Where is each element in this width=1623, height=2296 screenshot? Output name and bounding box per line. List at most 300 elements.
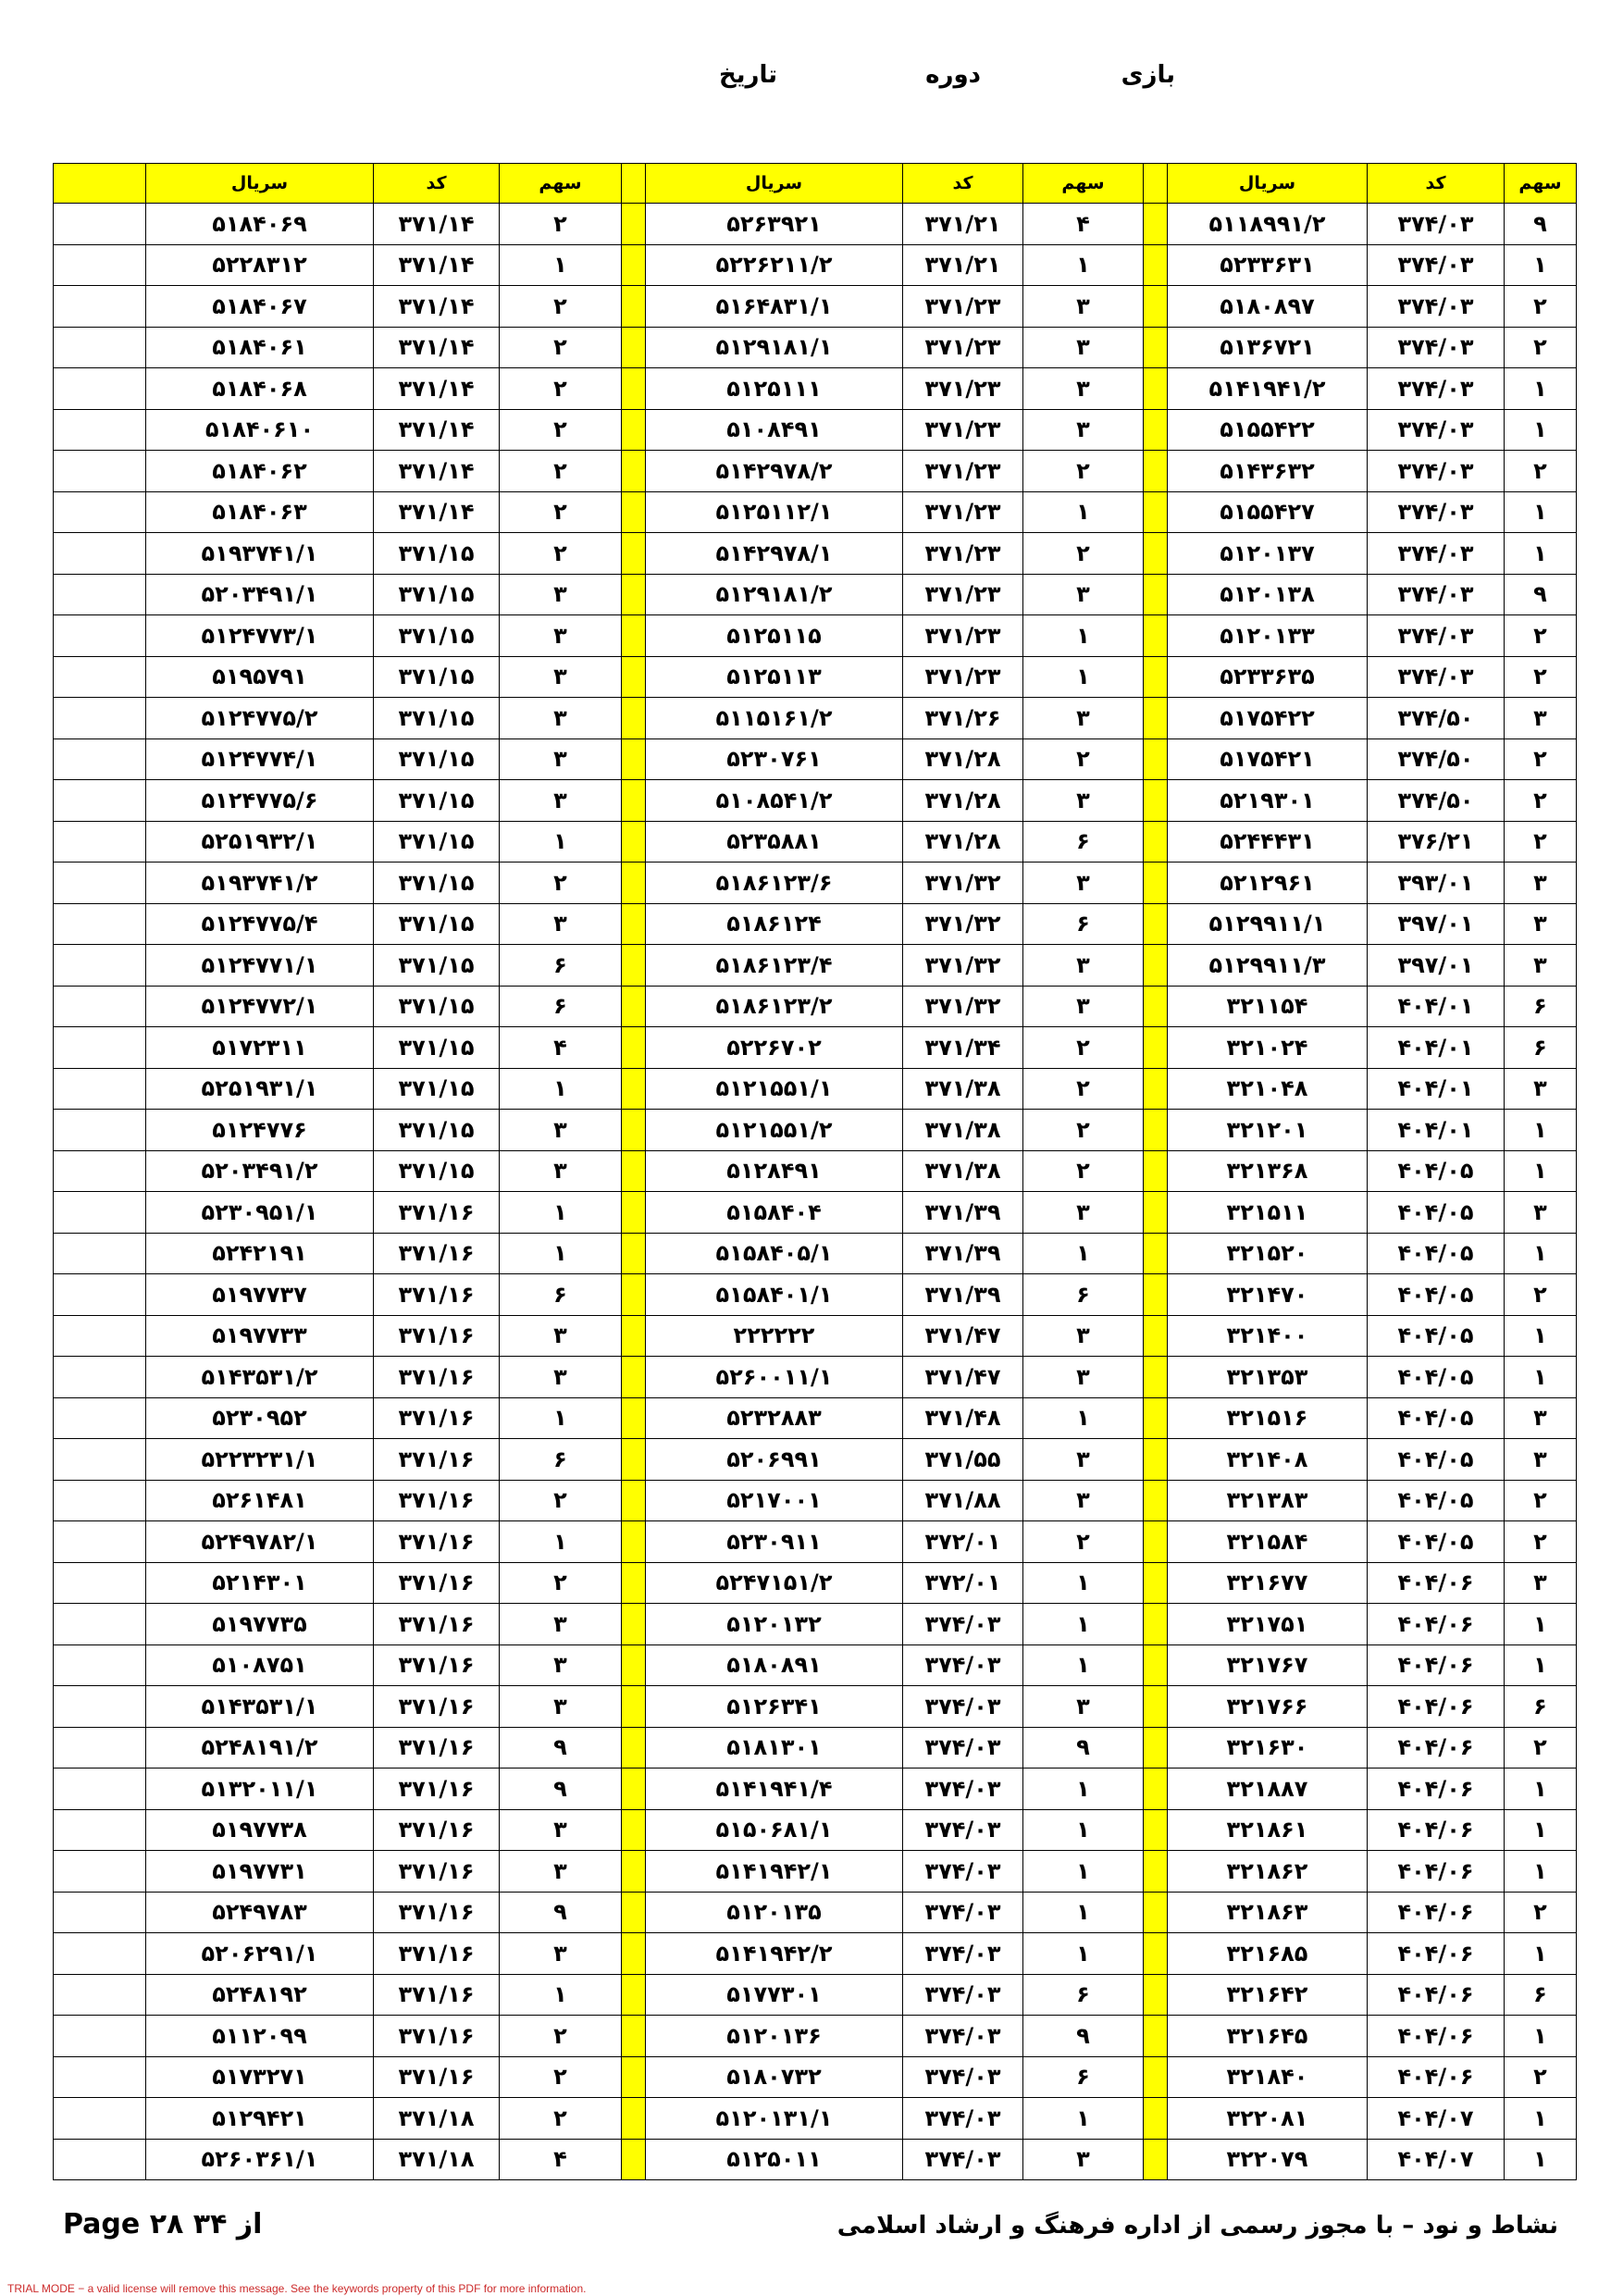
serial-cell: ۳۲۱۰۲۴ — [1168, 1027, 1368, 1069]
table-row — [54, 574, 1577, 615]
column-separator — [622, 780, 646, 822]
header-blank — [54, 164, 146, 204]
serial-cell: ۵۱۵۵۴۲۲ — [1168, 409, 1368, 451]
code-cell: ۳۷۱/۱۶ — [374, 1562, 500, 1604]
code-cell: ۴۰۴/۰۶ — [1368, 1933, 1505, 1975]
code-cell: ۳۷۴/۰۳ — [903, 1604, 1023, 1645]
table-row — [54, 1686, 1577, 1728]
share-cell: ۲ — [1023, 1150, 1144, 1192]
share-cell: ۶ — [1023, 1974, 1144, 2016]
share-cell: ۱ — [500, 1397, 622, 1439]
serial-cell: ۳۲۱۶۴۲ — [1168, 1974, 1368, 2016]
share-cell: ۲ — [1505, 1480, 1577, 1521]
column-separator — [622, 738, 646, 780]
serial-cell: ۳۲۲۰۸۱ — [1168, 2098, 1368, 2140]
share-cell: ۳ — [1023, 698, 1144, 739]
code-cell: ۳۹۷/۰۱ — [1368, 945, 1505, 987]
serial-cell: ۵۱۲۹۹۱۱/۱ — [1168, 903, 1368, 945]
share-cell: ۳ — [1023, 574, 1144, 615]
code-cell: ۳۷۱/۴۷ — [903, 1315, 1023, 1357]
share-cell: ۱ — [1505, 409, 1577, 451]
share-cell: ۲ — [1023, 533, 1144, 575]
serial-cell: ۳۲۱۶۳۰ — [1168, 1727, 1368, 1769]
code-cell: ۳۷۱/۱۸ — [374, 2098, 500, 2140]
column-separator — [622, 1769, 646, 1810]
blank-cell — [54, 1274, 146, 1316]
page-number: Page ۲۸ ۳۴ از — [63, 2208, 263, 2240]
header-code-1: کد — [1368, 164, 1505, 204]
share-cell: ۱ — [1505, 2098, 1577, 2140]
serial-cell: ۵۲۳۳۶۳۵ — [1168, 656, 1368, 698]
serial-cell: ۵۱۲۵۱۱۱ — [646, 368, 903, 410]
share-cell: ۳ — [500, 903, 622, 945]
share-cell: ۹ — [500, 1892, 622, 1933]
table-row — [54, 1068, 1577, 1110]
column-separator — [1144, 286, 1168, 328]
code-cell: ۳۷۱/۱۶ — [374, 1809, 500, 1851]
serial-cell: ۵۱۲۰۱۳۶ — [646, 2016, 903, 2057]
code-cell: ۳۷۱/۳۲ — [903, 903, 1023, 945]
share-cell: ۱ — [1505, 491, 1577, 533]
share-cell: ۱ — [1505, 1809, 1577, 1851]
code-cell: ۳۷۱/۳۴ — [903, 1027, 1023, 1069]
column-separator — [1144, 1068, 1168, 1110]
table-row — [54, 986, 1577, 1027]
table-row — [54, 780, 1577, 822]
share-cell: ۱ — [1023, 1769, 1144, 1810]
column-separator — [622, 286, 646, 328]
code-cell: ۳۷۱/۳۸ — [903, 1068, 1023, 1110]
code-cell: ۳۷۱/۱۵ — [374, 1068, 500, 1110]
share-cell: ۳ — [500, 1809, 622, 1851]
share-cell: ۳ — [1023, 1315, 1144, 1357]
blank-cell — [54, 1439, 146, 1481]
column-separator — [1144, 2098, 1168, 2140]
column-separator — [622, 491, 646, 533]
blank-cell — [54, 1644, 146, 1686]
code-cell: ۳۷۱/۲۳ — [903, 368, 1023, 410]
column-separator — [622, 2056, 646, 2098]
serial-cell: ۵۲۲۶۲۱۱/۲ — [646, 244, 903, 286]
header-share-3: سهم — [500, 164, 622, 204]
code-cell: ۳۷۱/۳۹ — [903, 1274, 1023, 1316]
code-cell: ۳۷۱/۱۵ — [374, 533, 500, 575]
share-cell: ۱ — [1505, 1851, 1577, 1893]
serial-cell: ۳۲۱۵۱۱ — [1168, 1192, 1368, 1234]
column-separator — [622, 409, 646, 451]
column-separator — [1144, 1315, 1168, 1357]
column-separator — [1144, 615, 1168, 657]
code-cell: ۳۷۴/۰۳ — [1368, 615, 1505, 657]
serial-cell: ۳۲۱۸۶۱ — [1168, 1809, 1368, 1851]
serial-cell: ۵۱۲۱۵۵۱/۱ — [646, 1068, 903, 1110]
code-cell: ۴۰۴/۰۵ — [1368, 1274, 1505, 1316]
code-cell: ۴۰۴/۰۱ — [1368, 986, 1505, 1027]
serial-cell: ۵۱۵۸۴۰۴ — [646, 1192, 903, 1234]
share-cell: ۱ — [1023, 1809, 1144, 1851]
serial-cell: ۳۲۱۷۶۷ — [1168, 1644, 1368, 1686]
serial-cell: ۵۱۷۷۳۰۱ — [646, 1974, 903, 2016]
code-cell: ۳۷۴/۰۳ — [903, 1727, 1023, 1769]
share-cell: ۱ — [1505, 1233, 1577, 1274]
blank-cell — [54, 1727, 146, 1769]
column-separator — [1144, 1397, 1168, 1439]
share-cell: ۲ — [500, 1562, 622, 1604]
code-cell: ۳۷۱/۳۲ — [903, 986, 1023, 1027]
column-separator — [1144, 1727, 1168, 1769]
share-cell: ۲ — [1505, 2056, 1577, 2098]
serial-cell: ۵۱۴۳۶۳۲ — [1168, 451, 1368, 492]
blank-cell — [54, 1150, 146, 1192]
serial-cell: ۳۲۱۶۸۵ — [1168, 1933, 1368, 1975]
code-cell: ۳۷۱/۲۳ — [903, 615, 1023, 657]
share-cell: ۳ — [500, 1851, 622, 1893]
code-cell: ۳۷۱/۱۵ — [374, 738, 500, 780]
table-row — [54, 2139, 1577, 2180]
column-separator — [622, 656, 646, 698]
share-cell: ۶ — [1505, 1027, 1577, 1069]
column-separator — [622, 1933, 646, 1975]
serial-cell: ۵۱۷۵۴۲۱ — [1168, 738, 1368, 780]
table-row — [54, 2098, 1577, 2140]
share-cell: ۲ — [1505, 451, 1577, 492]
code-cell: ۴۰۴/۰۵ — [1368, 1150, 1505, 1192]
share-cell: ۲ — [1505, 1274, 1577, 1316]
serial-cell: ۳۲۱۳۵۳ — [1168, 1357, 1368, 1398]
serial-cell: ۵۲۴۸۱۹۱/۲ — [146, 1727, 374, 1769]
column-separator — [1144, 1233, 1168, 1274]
share-cell: ۳ — [1023, 1480, 1144, 1521]
blank-cell — [54, 1315, 146, 1357]
share-cell: ۲ — [1023, 1068, 1144, 1110]
code-cell: ۴۰۴/۰۶ — [1368, 2016, 1505, 2057]
code-cell: ۳۷۱/۱۵ — [374, 1027, 500, 1069]
column-separator — [1144, 368, 1168, 410]
code-cell: ۳۷۱/۳۸ — [903, 1110, 1023, 1151]
column-separator — [622, 821, 646, 863]
share-cell: ۱ — [500, 1521, 622, 1563]
code-cell: ۳۷۱/۱۶ — [374, 1769, 500, 1810]
code-cell: ۳۷۱/۲۳ — [903, 574, 1023, 615]
share-cell: ۳ — [1023, 1439, 1144, 1481]
serial-cell: ۵۲۳۰۹۱۱ — [646, 1521, 903, 1563]
serial-cell: ۵۱۰۸۷۵۱ — [146, 1644, 374, 1686]
table-row — [54, 1357, 1577, 1398]
table-row — [54, 1439, 1577, 1481]
blank-cell — [54, 574, 146, 615]
column-separator — [1144, 821, 1168, 863]
share-cell: ۳ — [500, 1110, 622, 1151]
column-separator — [1144, 1809, 1168, 1851]
code-cell: ۳۷۱/۱۶ — [374, 1233, 500, 1274]
blank-cell — [54, 656, 146, 698]
serial-cell: ۵۱۲۹۹۱۱/۳ — [1168, 945, 1368, 987]
blank-cell — [54, 780, 146, 822]
code-cell: ۳۷۱/۲۱ — [903, 244, 1023, 286]
serial-cell: ۵۱۲۵۱۱۵ — [646, 615, 903, 657]
share-cell: ۲ — [1505, 1892, 1577, 1933]
share-cell: ۳ — [1505, 1068, 1577, 1110]
code-cell: ۳۷۴/۰۳ — [903, 2098, 1023, 2140]
table-row — [54, 368, 1577, 410]
code-cell: ۳۷۴/۵۰ — [1368, 780, 1505, 822]
serial-cell: ۳۲۲۰۷۹ — [1168, 2139, 1368, 2180]
share-cell: ۳ — [1023, 327, 1144, 368]
header-serial-1: سریال — [1168, 164, 1368, 204]
table-row — [54, 1315, 1577, 1357]
serial-cell: ۵۱۸۶۱۲۳/۶ — [646, 863, 903, 904]
share-cell: ۲ — [1505, 615, 1577, 657]
table-row — [54, 1892, 1577, 1933]
serial-cell: ۵۱۹۳۷۴۱/۲ — [146, 863, 374, 904]
column-separator — [1144, 1439, 1168, 1481]
column-separator — [622, 164, 646, 204]
code-cell: ۴۰۴/۰۶ — [1368, 1604, 1505, 1645]
column-separator — [1144, 1110, 1168, 1151]
column-separator — [1144, 2016, 1168, 2057]
blank-cell — [54, 1027, 146, 1069]
serial-cell: ۵۱۲۰۱۳۱/۱ — [646, 2098, 903, 2140]
blank-cell — [54, 327, 146, 368]
code-cell: ۴۰۴/۰۵ — [1368, 1439, 1505, 1481]
code-cell: ۳۷۴/۰۳ — [903, 2016, 1023, 2057]
column-separator — [1144, 2056, 1168, 2098]
code-cell: ۳۷۱/۲۳ — [903, 451, 1023, 492]
column-separator — [1144, 1562, 1168, 1604]
share-cell: ۳ — [1505, 863, 1577, 904]
blank-cell — [54, 1933, 146, 1975]
serial-cell: ۳۲۱۳۶۸ — [1168, 1150, 1368, 1192]
share-cell: ۶ — [1023, 821, 1144, 863]
column-separator — [1144, 1933, 1168, 1975]
share-cell: ۳ — [500, 698, 622, 739]
share-cell: ۲ — [1505, 286, 1577, 328]
serial-cell: ۳۲۱۵۱۶ — [1168, 1397, 1368, 1439]
column-separator — [1144, 1521, 1168, 1563]
table-row — [54, 244, 1577, 286]
serial-cell: ۳۲۱۸۸۷ — [1168, 1769, 1368, 1810]
blank-cell — [54, 533, 146, 575]
serial-cell: ۵۲۵۱۹۳۱/۱ — [146, 1068, 374, 1110]
share-cell: ۱ — [1023, 491, 1144, 533]
share-cell: ۲ — [500, 533, 622, 575]
code-cell: ۴۰۴/۰۵ — [1368, 1521, 1505, 1563]
table-row — [54, 409, 1577, 451]
share-cell: ۳ — [500, 1644, 622, 1686]
serial-cell: ۵۲۱۷۰۰۱ — [646, 1480, 903, 1521]
share-cell: ۱ — [1023, 1933, 1144, 1975]
blank-cell — [54, 368, 146, 410]
serial-cell: ۵۱۲۴۷۷۵/۶ — [146, 780, 374, 822]
share-cell: ۱ — [1023, 1233, 1144, 1274]
share-cell: ۶ — [500, 945, 622, 987]
blank-cell — [54, 986, 146, 1027]
serial-cell: ۵۱۴۲۹۷۸/۱ — [646, 533, 903, 575]
code-cell: ۳۷۱/۱۶ — [374, 2016, 500, 2057]
table-row — [54, 863, 1577, 904]
column-separator — [1144, 1480, 1168, 1521]
share-cell: ۳ — [500, 1933, 622, 1975]
share-cell: ۳ — [1505, 945, 1577, 987]
share-cell: ۳ — [1505, 1562, 1577, 1604]
share-cell: ۳ — [1023, 409, 1144, 451]
code-cell: ۳۷۱/۱۶ — [374, 1480, 500, 1521]
table-row — [54, 1851, 1577, 1893]
share-cell: ۲ — [500, 2098, 622, 2140]
serial-cell: ۵۲۴۹۷۸۲/۱ — [146, 1521, 374, 1563]
code-cell: ۴۰۴/۰۶ — [1368, 1644, 1505, 1686]
share-cell: ۳ — [500, 574, 622, 615]
header-code-2: کد — [903, 164, 1023, 204]
code-cell: ۳۷۴/۰۳ — [1368, 533, 1505, 575]
serial-cell: ۳۲۱۶۷۷ — [1168, 1562, 1368, 1604]
code-cell: ۳۷۴/۰۳ — [903, 1974, 1023, 2016]
code-cell: ۳۷۱/۱۶ — [374, 1521, 500, 1563]
code-cell: ۳۷۱/۲۳ — [903, 286, 1023, 328]
code-cell: ۳۷۴/۰۳ — [903, 1892, 1023, 1933]
share-cell: ۳ — [500, 780, 622, 822]
column-separator — [622, 615, 646, 657]
share-cell: ۲ — [1505, 738, 1577, 780]
period-label: دوره — [925, 61, 981, 89]
serial-cell: ۵۲۲۶۷۰۲ — [646, 1027, 903, 1069]
blank-cell — [54, 1068, 146, 1110]
code-cell: ۴۰۴/۰۶ — [1368, 1892, 1505, 1933]
code-cell: ۳۷۱/۴۷ — [903, 1357, 1023, 1398]
share-cell: ۳ — [1023, 780, 1144, 822]
license-text: نشاط و نود – با مجوز رسمی از اداره فرهنگ و ارشاد اسلامی — [836, 2212, 1558, 2240]
blank-cell — [54, 2016, 146, 2057]
share-cell: ۳ — [500, 1357, 622, 1398]
column-separator — [1144, 1150, 1168, 1192]
serial-cell: ۵۱۲۵۰۱۱ — [646, 2139, 903, 2180]
table-row — [54, 1644, 1577, 1686]
column-separator — [622, 698, 646, 739]
serial-cell: ۵۱۲۴۷۷۵/۴ — [146, 903, 374, 945]
code-cell: ۳۷۴/۰۳ — [1368, 327, 1505, 368]
serial-cell: ۵۲۲۳۲۳۱/۱ — [146, 1439, 374, 1481]
share-cell: ۲ — [1023, 738, 1144, 780]
serial-cell: ۵۱۸۴۰۶۱۰ — [146, 409, 374, 451]
code-cell: ۳۷۱/۱۶ — [374, 1192, 500, 1234]
column-separator — [1144, 1027, 1168, 1069]
code-cell: ۳۷۱/۸۸ — [903, 1480, 1023, 1521]
code-cell: ۴۰۴/۰۷ — [1368, 2098, 1505, 2140]
share-cell: ۳ — [1023, 986, 1144, 1027]
code-cell: ۳۷۱/۲۸ — [903, 738, 1023, 780]
code-cell: ۳۷۱/۱۶ — [374, 1644, 500, 1686]
share-cell: ۶ — [1505, 1686, 1577, 1728]
table-row — [54, 1150, 1577, 1192]
share-cell: ۱ — [1505, 1315, 1577, 1357]
column-separator — [622, 2098, 646, 2140]
code-cell: ۴۰۴/۰۱ — [1368, 1110, 1505, 1151]
blank-cell — [54, 1397, 146, 1439]
table-row — [54, 491, 1577, 533]
share-cell: ۱ — [1505, 1933, 1577, 1975]
table-row — [54, 204, 1577, 245]
code-cell: ۳۷۱/۲۳ — [903, 533, 1023, 575]
code-cell: ۳۹۷/۰۱ — [1368, 903, 1505, 945]
table-row — [54, 2016, 1577, 2057]
share-cell: ۳ — [1023, 863, 1144, 904]
share-cell: ۱ — [1505, 2016, 1577, 2057]
table-row — [54, 1110, 1577, 1151]
share-cell: ۲ — [500, 286, 622, 328]
serial-cell: ۵۱۸۰۸۹۱ — [646, 1644, 903, 1686]
blank-cell — [54, 1974, 146, 2016]
serial-cell: ۵۱۷۳۲۷۱ — [146, 2056, 374, 2098]
code-cell: ۴۰۴/۰۶ — [1368, 1562, 1505, 1604]
column-separator — [622, 1192, 646, 1234]
code-cell: ۳۷۴/۰۳ — [903, 1686, 1023, 1728]
serial-cell: ۵۲۶۳۹۲۱ — [646, 204, 903, 245]
serial-cell: ۵۲۳۰۷۶۱ — [646, 738, 903, 780]
share-cell: ۹ — [500, 1727, 622, 1769]
share-cell: ۲ — [500, 204, 622, 245]
serial-cell: ۵۱۴۱۹۴۲/۲ — [646, 1933, 903, 1975]
column-separator — [1144, 409, 1168, 451]
serial-cell: ۵۱۲۰۱۳۵ — [646, 1892, 903, 1933]
blank-cell — [54, 1562, 146, 1604]
blank-cell — [54, 1769, 146, 1810]
serial-cell: ۵۱۱۲۰۹۹ — [146, 2016, 374, 2057]
blank-cell — [54, 1357, 146, 1398]
serial-cell: ۳۲۱۴۰۰ — [1168, 1315, 1368, 1357]
blank-cell — [54, 451, 146, 492]
column-separator — [622, 1027, 646, 1069]
code-cell: ۳۷۱/۱۶ — [374, 1892, 500, 1933]
share-cell: ۱ — [1023, 1397, 1144, 1439]
column-separator — [622, 1604, 646, 1645]
code-cell: ۳۷۱/۵۵ — [903, 1439, 1023, 1481]
serial-cell: ۵۱۲۹۱۸۱/۲ — [646, 574, 903, 615]
code-cell: ۳۷۱/۱۶ — [374, 2056, 500, 2098]
code-cell: ۳۷۴/۰۳ — [903, 1809, 1023, 1851]
serial-cell: ۵۱۰۸۴۹۱ — [646, 409, 903, 451]
serial-cell: ۵۱۲۱۵۵۱/۲ — [646, 1110, 903, 1151]
blank-cell — [54, 615, 146, 657]
serial-cell: ۳۲۱۵۲۰ — [1168, 1233, 1368, 1274]
serial-cell: ۵۱۸۰۸۹۷ — [1168, 286, 1368, 328]
share-cell: ۱ — [1023, 1851, 1144, 1893]
code-cell: ۳۷۱/۲۶ — [903, 698, 1023, 739]
code-cell: ۳۷۱/۲۳ — [903, 327, 1023, 368]
code-cell: ۳۷۱/۱۶ — [374, 1274, 500, 1316]
share-cell: ۴ — [1023, 204, 1144, 245]
serial-cell: ۵۲۶۱۴۸۱ — [146, 1480, 374, 1521]
table-row — [54, 698, 1577, 739]
serial-cell: ۳۲۱۲۰۱ — [1168, 1110, 1368, 1151]
blank-cell — [54, 738, 146, 780]
share-cell: ۲ — [500, 863, 622, 904]
share-cell: ۱ — [1505, 244, 1577, 286]
code-cell: ۳۷۱/۱۵ — [374, 698, 500, 739]
serial-cell: ۵۱۳۶۷۲۱ — [1168, 327, 1368, 368]
column-separator — [1144, 327, 1168, 368]
code-cell: ۳۷۱/۱۵ — [374, 656, 500, 698]
column-separator — [622, 1357, 646, 1398]
code-cell: ۳۷۲/۰۱ — [903, 1521, 1023, 1563]
column-separator — [622, 368, 646, 410]
share-cell: ۳ — [1505, 698, 1577, 739]
blank-cell — [54, 1521, 146, 1563]
share-cell: ۲ — [500, 1480, 622, 1521]
code-cell: ۳۷۱/۱۴ — [374, 327, 500, 368]
column-separator — [622, 986, 646, 1027]
serial-cell: ۵۲۴۸۱۹۲ — [146, 1974, 374, 2016]
code-cell: ۳۷۱/۲۸ — [903, 821, 1023, 863]
